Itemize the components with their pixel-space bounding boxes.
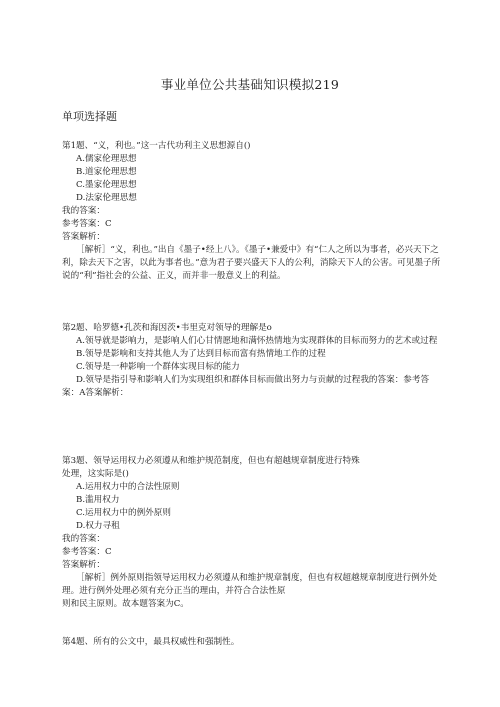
question-3-analysis-tail: 则和民主原则。故本题答案为C。 [62, 599, 189, 609]
question-3-stem-line-1: 第3题、领导运用权力必须遵从和维护规范制度，但也有超越规章制度进行特殊 [62, 456, 360, 466]
question-2 [62, 322, 442, 400]
question-3-my-answer: 我的答案： [62, 534, 105, 544]
question-1-option-c: C.墨家伦理思想 [76, 180, 137, 190]
section-heading: 单项选择题 [62, 110, 117, 123]
question-1-stem: 第1题、“义，利也。”这一古代功利主义思想源自() [62, 141, 251, 151]
question-3-option-c: C.运用权力中的例外原则 [76, 508, 171, 518]
question-2-option-b: B.领导是影响和支持其他人为了达到目标而富有热情地工作的过程 [76, 349, 326, 359]
question-1-option-b: B.道家伦理思想 [76, 167, 137, 177]
question-2-option-d: D.领导是指引导和影响人们为实现组织和群体目标而做出努力与贡献的过程我的答案：参考答案：A答案解析： [62, 375, 430, 398]
question-2-option-a: A.领导就是影响力，是影响人们心甘情愿地和满怀热情地为实现群体的目标而努力的艺术或过程 [76, 336, 438, 346]
question-1-my-answer: 我的答案： [62, 206, 105, 216]
question-1-option-a: A.儒家伦理思想 [76, 154, 137, 164]
question-3-option-a: A.运用权力中的合法性原则 [76, 482, 180, 492]
question-4 [62, 636, 442, 649]
question-1-analysis-label: 答案解析： [62, 232, 105, 242]
question-3-analysis: ［解析］例外原则指领导运用权力必须遵从和维护规章制度，但也有权超越规章制度进行例外处理。进行例外处理必须有充分正当的理由，并符合合法性原 [62, 573, 437, 596]
question-3-analysis-label: 答案解析： [62, 560, 105, 570]
question-3-stem-line-2: 处理，这实际是() [62, 469, 129, 479]
page-title: 事业单位公共基础知识模拟219 [160, 77, 340, 92]
question-1 [62, 140, 442, 283]
question-2-option-c: C.领导是一种影响一个群体实现目标的能力 [76, 362, 240, 372]
question-3-reference-answer: 参考答案：C [62, 547, 112, 557]
question-3-option-b: B.滥用权力 [76, 495, 120, 505]
question-3-option-d: D.权力寻租 [76, 521, 120, 531]
question-1-reference-answer: 参考答案：C [62, 219, 112, 229]
question-1-option-d: D.法家伦理思想 [76, 193, 137, 203]
question-2-stem: 第2题、哈罗德•孔茨和海因茨•韦里克对领导的理解是o [62, 323, 272, 333]
question-4-stem: 第4题、所有的公文中，最具权威性和强制性。 [62, 637, 240, 647]
question-1-analysis: ［解析］“义，利也。”出自《墨子•经上八》。《墨子•兼爱中》有“仁人之所以为事者，必兴天下之利，除去天下之害，以此为事者也。”意为君子要兴盛天下人的公利，消除天下人的公害。可见墨子所说的“利”指社会的公益、正义，而并非一般意义上的利益。 [62, 245, 441, 281]
question-3 [62, 455, 442, 611]
